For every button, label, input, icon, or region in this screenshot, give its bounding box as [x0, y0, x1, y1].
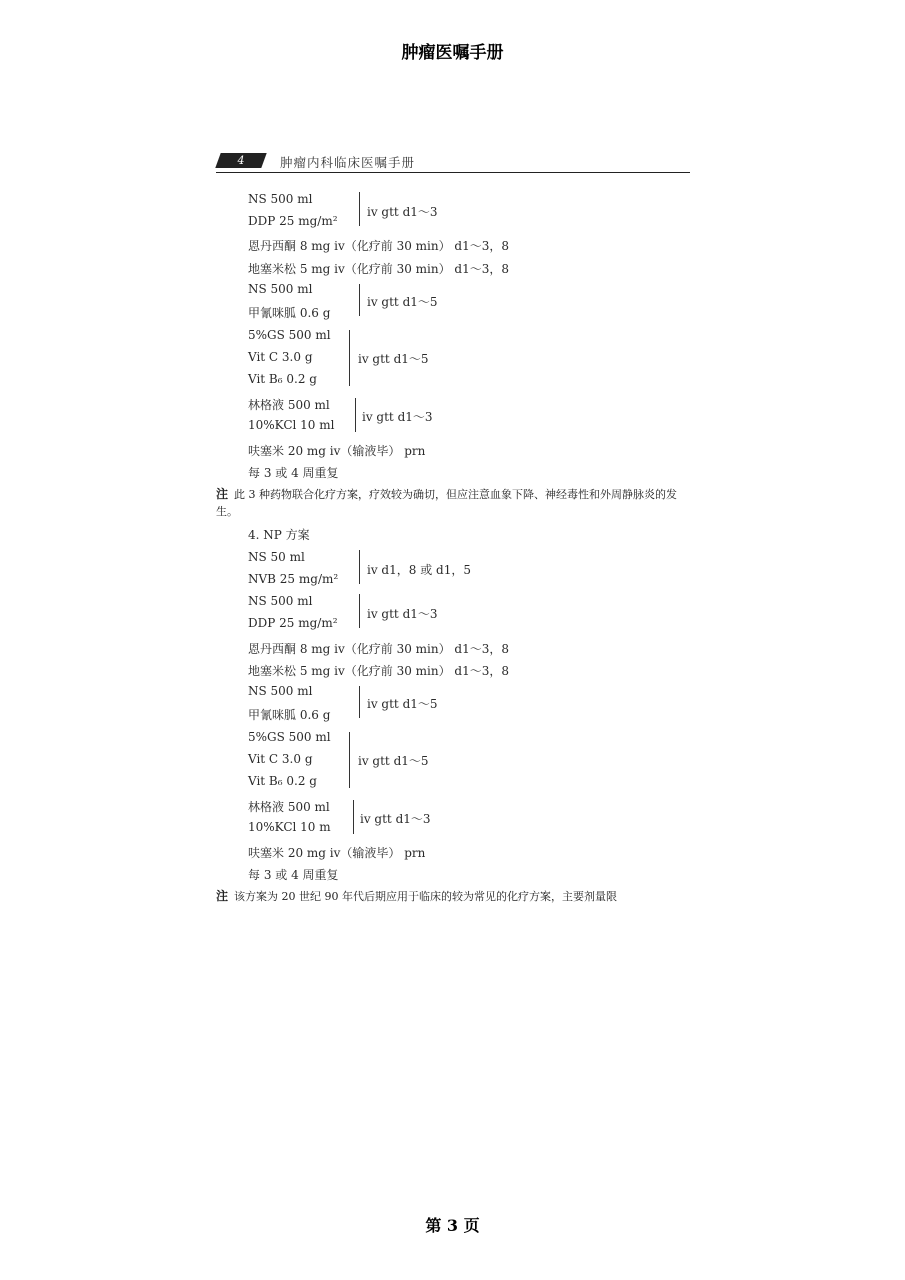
group-brace	[359, 284, 360, 316]
drug-line: Vit C 3.0 g	[248, 752, 313, 766]
drug-line: 5%GS 500 ml	[248, 730, 331, 744]
order-text: 每 3 或 4 周重复	[248, 868, 339, 882]
drug-line: DDP 25 mg/m²	[248, 214, 338, 228]
order-text: 呋塞米 20 mg iv（输液毕） prn	[248, 846, 426, 860]
note-text: 此 3 种药物联合化疗方案，疗效较为确切，但应注意血象下降、神经毒性和外周静脉炎的发生。	[216, 488, 678, 518]
drug-line: Vit B₆ 0.2 g	[248, 774, 317, 788]
group-brace	[355, 398, 356, 432]
route-line: iv gtt d1～5	[358, 754, 429, 768]
group-brace	[359, 686, 360, 718]
drug-line: Vit C 3.0 g	[248, 350, 313, 364]
order-text: 每 3 或 4 周重复	[248, 466, 339, 480]
scanned-page	[216, 150, 690, 903]
drug-line: NS 50 ml	[248, 550, 305, 564]
route-line: iv d1，8 或 d1，5	[367, 563, 471, 577]
group-brace	[349, 330, 350, 386]
route-line: iv gtt d1～5	[358, 352, 429, 366]
group-brace	[359, 550, 360, 584]
drug-line: Vit B₆ 0.2 g	[248, 372, 317, 386]
route-line: iv gtt d1～3	[367, 607, 438, 621]
order-text: 地塞米松 5 mg iv（化疗前 30 min） d1～3，8	[248, 262, 510, 276]
group-brace	[353, 800, 354, 834]
note-label: 注	[216, 487, 229, 501]
drug-line: 10%KCl 10 ml	[248, 418, 335, 432]
running-header	[216, 150, 690, 173]
drug-line: NS 500 ml	[248, 594, 313, 608]
route-line: iv gtt d1～5	[367, 697, 438, 711]
note-label: 注	[216, 889, 229, 903]
drug-line: NS 500 ml	[248, 282, 313, 296]
note	[216, 888, 690, 905]
document-title: 肿瘤医嘱手册	[401, 43, 504, 63]
route-line: iv gtt d1～3	[362, 410, 433, 424]
order-text: 恩丹西酮 8 mg iv（化疗前 30 min） d1～3，8	[248, 642, 510, 656]
order-text: 地塞米松 5 mg iv（化疗前 30 min） d1～3，8	[248, 664, 510, 678]
drug-line: 林格液 500 ml	[248, 800, 330, 814]
group-brace	[359, 192, 360, 226]
drug-line: 林格液 500 ml	[248, 398, 330, 412]
drug-line: 甲氰咪胍 0.6 g	[248, 708, 331, 722]
route-line: iv gtt d1～3	[367, 205, 438, 219]
drug-line: DDP 25 mg/m²	[248, 616, 338, 630]
page-tab-number: 4	[237, 154, 245, 167]
drug-line: NS 500 ml	[248, 192, 313, 206]
route-line: iv gtt d1～3	[360, 812, 431, 826]
drug-line: NVB 25 mg/m²	[248, 572, 339, 586]
drug-line: 甲氰咪胍 0.6 g	[248, 306, 331, 320]
drug-line: 10%KCl 10 m	[248, 820, 331, 834]
order-text: 恩丹西酮 8 mg iv（化疗前 30 min） d1～3，8	[248, 239, 510, 253]
note-text: 该方案为 20 世纪 90 年代后期应用于临床的较为常见的化疗方案，主要剂量限	[234, 890, 617, 903]
np-heading: 4. NP 方案	[248, 528, 310, 542]
drug-line: NS 500 ml	[248, 684, 313, 698]
group-brace	[359, 594, 360, 628]
page-number: 第 3 页	[425, 1216, 480, 1235]
note	[216, 486, 690, 520]
route-line: iv gtt d1～5	[367, 295, 438, 309]
page-number-tab	[215, 153, 266, 168]
drug-line: 5%GS 500 ml	[248, 328, 331, 342]
book-title: 肿瘤内科临床医嘱手册	[280, 155, 416, 170]
order-text: 呋塞米 20 mg iv（输液毕） prn	[248, 444, 426, 458]
group-brace	[349, 732, 350, 788]
